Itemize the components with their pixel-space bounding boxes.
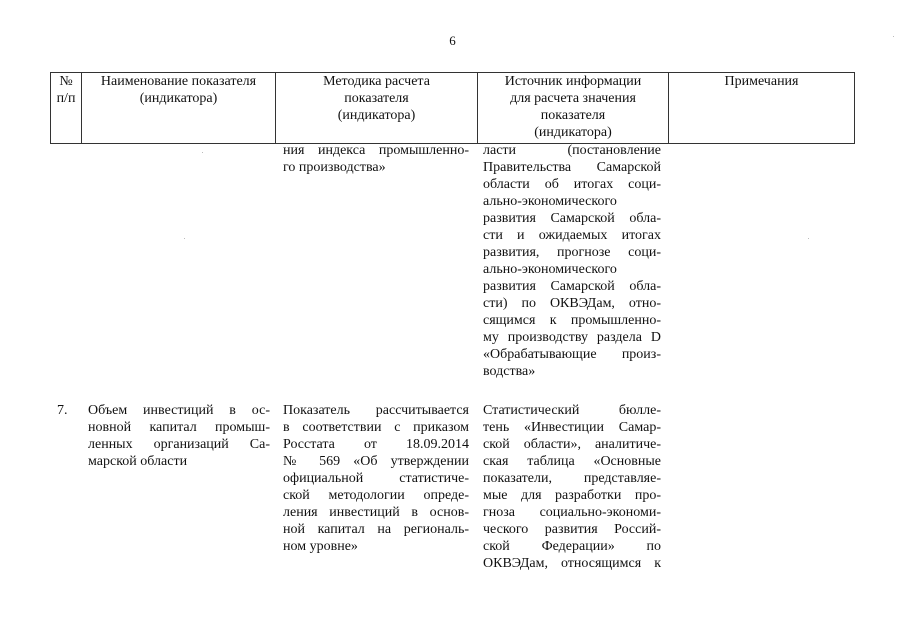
header-notes	[669, 73, 855, 144]
header-indicator-name-text: Наименование показателя (индикатора)	[100, 74, 257, 106]
scan-speck	[202, 152, 203, 153]
text-line: ально-экономического	[483, 262, 617, 277]
scan-speck	[184, 238, 185, 239]
text-line: ния индекса промышленно-	[283, 143, 469, 158]
text-line: Объем инвестиций в ос-	[88, 403, 270, 418]
header-number	[51, 73, 82, 144]
page-number: 6	[449, 33, 456, 48]
continuation-source-cell	[483, 142, 661, 380]
indicator-table-header	[50, 72, 855, 144]
text-line: ской области», аналитиче-	[483, 437, 661, 452]
header-notes-text: Примечания	[724, 74, 799, 89]
text-line: развития Самарской обла-	[483, 279, 661, 294]
text-line: «Обрабатывающие произ-	[483, 347, 661, 362]
text-line: тень «Инвестиции Самар-	[483, 420, 661, 435]
scan-speck	[808, 238, 809, 239]
text-line: ления инвестиций в основ-	[283, 505, 469, 520]
text-line: ская таблица «Основные	[483, 454, 661, 469]
text-line: официальной статистиче-	[283, 471, 469, 486]
text-line: Правительства Самарской	[483, 160, 661, 175]
header-indicator-name	[82, 73, 276, 144]
text-line: ном уровне»	[283, 539, 358, 554]
row7-source-cell	[483, 402, 661, 572]
text-line: гноза социально-экономи-	[483, 505, 661, 520]
text-line: ленных организаций Са-	[88, 437, 270, 452]
row7-name-cell	[88, 402, 270, 470]
text-line: марской области	[88, 454, 188, 469]
text-line: в соответствии с приказом	[283, 420, 469, 435]
text-line: Росстата от 18.09.2014	[283, 437, 469, 452]
text-line: мые для разработки про-	[483, 488, 661, 503]
text-line: развития, прогнозе соци-	[483, 245, 661, 260]
text-line: ской Федерации» по	[483, 539, 661, 554]
text-line: ной капитал на региональ-	[283, 522, 469, 537]
text-line: ласти (постановление	[483, 143, 661, 158]
row7-number: 7.	[57, 403, 68, 418]
header-source	[478, 73, 669, 144]
text-line: № 569 «Об утверждении	[283, 454, 469, 469]
row7-method-cell	[283, 402, 469, 555]
text-line: сти и ожидаемых итогах	[483, 228, 661, 243]
scan-speck	[893, 36, 894, 37]
text-line: развития Самарской обла-	[483, 211, 661, 226]
text-line: ческого развития Россий-	[483, 522, 661, 537]
text-line: му производству раздела D	[483, 330, 661, 345]
text-line: Показатель рассчитывается	[283, 403, 469, 418]
text-line: сти) по ОКВЭДам, отно-	[483, 296, 661, 311]
header-row	[51, 73, 855, 144]
text-line: го производства»	[283, 160, 386, 175]
text-line: водства»	[483, 364, 536, 379]
text-line: ОКВЭДам, относящимся к	[483, 556, 661, 571]
text-line: сящимся к промышленно-	[483, 313, 661, 328]
header-number-text: № п/п	[56, 74, 76, 106]
text-line: Статистический бюлле-	[483, 403, 661, 418]
text-line: ально-экономического	[483, 194, 617, 209]
continuation-method-cell	[283, 142, 469, 176]
header-method	[276, 73, 478, 144]
text-line: ской методологии опреде-	[283, 488, 469, 503]
text-line: области об итогах соци-	[483, 177, 661, 192]
text-line: новной капитал промыш-	[88, 420, 270, 435]
header-source-text: Источник информации для расчета значения показателя (индикатора)	[504, 74, 642, 140]
text-line: показатели, представляе-	[483, 471, 661, 486]
header-method-text: Методика расчета показателя (индикатора)	[323, 74, 430, 123]
